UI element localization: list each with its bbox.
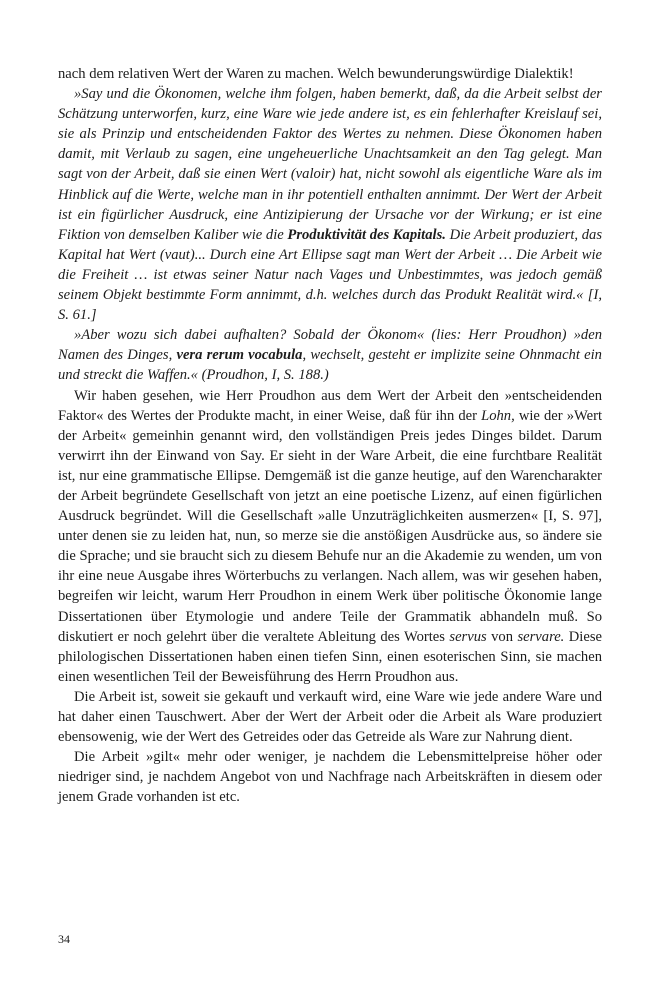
emphasis-italic: servare. — [517, 628, 565, 645]
text: nach dem relativen Wert der Waren zu machen. Welch bewunderungswürdige Dialektik! — [58, 66, 574, 82]
paragraph-ware — [58, 687, 602, 747]
paragraph-main — [58, 386, 602, 687]
page-number: 34 — [58, 932, 70, 946]
emphasis-bold: vera rerum vocabula — [176, 347, 303, 364]
text: Die Arbeit ist, soweit sie gekauft und verkauft wird, eine Ware wie jede andere Ware und hat daher einen Tauschwert. Aber der Wert der Arbeit oder die Arbeit als Ware produziert ebensowenig, wie der Wert des Getreides oder das Getreide als Ware zur Nahrung dient. — [58, 688, 602, 746]
emphasis-italic: Lohn, — [481, 407, 515, 424]
paragraph-continuation — [58, 64, 602, 84]
emphasis-bold: Produktivität des Kapitals. — [287, 226, 446, 243]
paragraph-gilt — [58, 747, 602, 807]
text: Die Arbeit »gilt« mehr oder weniger, je nachdem die Lebensmittelpreise höher oder niedriger sind, je nachdem Angebot von und Nachfrage nach Arbeitskräften in diesem oder jenem Grade vorhanden ist etc. — [58, 749, 602, 806]
text: »Say und die Ökonomen, welche ihm folgen, haben bemerkt, daß, da die Arbeit selbst der Schätzung unterworfen, kurz, eine Ware wie jede andere ist, es ein fehlerhafter Kreislauf sei, sie als Prinzip und entscheidenden Faktor des Wertes zu nehmen. Diese Ökonomen haben damit, mit Verlaub zu sagen, eine ungeheuerliche Unachtsamkeit an den Tag gelegt. Man sagt von der Arbeit, daß sie einen Wert (valoir) hat, nicht sowohl als eigentliche Ware als im Hinblick auf die Werte, welche man in ihr potentiell enthalten annimmt. Der Wert der Arbeit ist ein figürlicher Ausdruck, eine Antizipierung der Ursache vor der Wirkung; er ist eine Fiktion von demselben Kaliber wie die — [58, 86, 602, 243]
emphasis-italic: servus — [449, 628, 487, 645]
text: von — [486, 628, 518, 645]
page-body — [58, 64, 602, 807]
text: Diese philologischen Dissertationen haben einen tiefen Sinn, einen esoterischen Sinn, sie machen einen wesentlichen Teil der Beweisführung des Herrn Proudhon aus. — [58, 628, 602, 685]
text: »Aber wozu sich dabei aufhalten? Sobald der Ökonom« (lies: Herr Proudhon) »den Namen des Dinges, — [58, 327, 602, 364]
text: wie der »Wert der Arbeit« gemeinhin genannt wird, den vollständigen Preis jedes Dinges bildet. Darum verwirrt ihn der Einwand von Say. Er sieht in der Ware Arbeit, die eine furchtbare Realität ist, nur eine grammatische Ellipse. Demgemäß ist die ganze heutige, auf den Warencharakter der Arbeit begründete Gesellschaft von jetzt an eine poetische Lizenz, auf einen figürlichen Ausdruck begründet. Will die Gesellschaft »alle Unzuträglichkeiten ausmerzen« [I, S. 97], unter denen sie zu leiden hat, nun, so merze sie die anstößigen Ausdrücke aus, so ändere sie die Sprache; und sie braucht sich zu diesem Behufe nur an die Akademie zu wenden, um von ihr eine neue Ausgabe ihres Wörterbuchs zu verlangen. Nach allem, was wir gesehen haben, begreifen wir leicht, warum Herr Proudhon in einem Werk über politische Ökonomie lange Dissertationen über Etymologie und andere Teile der Grammatik abhandeln muß. So diskutiert er noch gelehrt über die veraltete Ableitung des Wortes — [58, 407, 602, 645]
quote-say — [58, 84, 602, 325]
text: Die Arbeit produziert, das Kapital hat Wert (vaut)... Durch eine Art Ellipse sagt man Wert der Arbeit … Die Arbeit wie die Freiheit … ist etwas seiner Natur nach Vages und Unbestimmtes, was jedoch gemäß seinem Objekt bestimmte Form annimmt, d.h. welches durch das Produkt Realität wird.« [I, S. 61.] — [58, 226, 602, 324]
text: , wechselt, gesteht er implizite seine Ohnmacht ein und streckt die Waffen.« (Proudhon, I, S. 188.) — [58, 347, 602, 384]
text: Wir haben gesehen, wie Herr Proudhon aus dem Wert der Arbeit den »entscheidenden Faktor« des Wertes der Produkte macht, in einer Weise, daß für ihn der — [58, 387, 602, 424]
quote-proudhon — [58, 325, 602, 385]
